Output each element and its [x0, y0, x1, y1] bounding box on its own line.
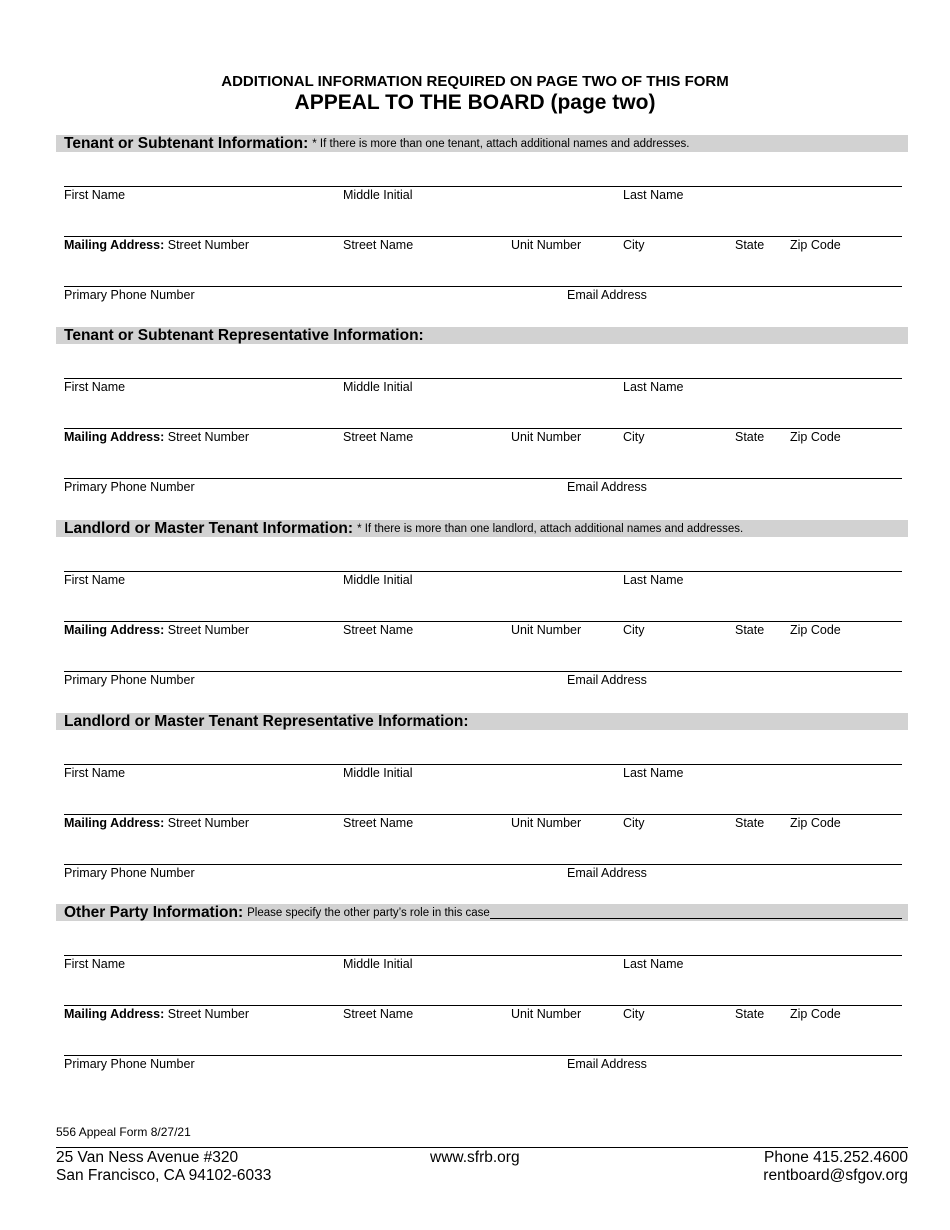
city-label: City: [623, 816, 645, 830]
primary-phone-label: Primary Phone Number: [64, 1057, 195, 1071]
first-name-label: First Name: [64, 380, 126, 394]
middle-initial-label: Middle Initial: [343, 380, 413, 394]
unit-number-label: Unit Number: [511, 1007, 582, 1021]
city-label: City: [623, 238, 645, 252]
contact-row-line[interactable]: [64, 671, 902, 672]
first-name-label: First Name: [64, 957, 126, 971]
address-row-line[interactable]: [64, 1005, 902, 1006]
mailing-address-label-group: [64, 1007, 249, 1021]
name-row-line[interactable]: [64, 186, 902, 187]
city-label: City: [623, 1007, 645, 1021]
mailing-address-label: Mailing Address:: [64, 816, 165, 830]
unit-number-label: Unit Number: [511, 238, 582, 252]
primary-phone-label: Primary Phone Number: [64, 288, 195, 302]
page-title: APPEAL TO THE BOARD (page two): [294, 91, 656, 114]
section-header: [56, 713, 908, 730]
footer-address-line1: 25 Van Ness Avenue #320: [56, 1149, 239, 1166]
state-label: State: [735, 816, 765, 830]
section-header: [56, 135, 908, 152]
last-name-label: Last Name: [623, 188, 684, 202]
street-name-label: Street Name: [343, 816, 414, 830]
first-name-label: First Name: [64, 766, 126, 780]
name-row-line[interactable]: [64, 764, 902, 765]
unit-number-label: Unit Number: [511, 816, 582, 830]
state-label: State: [735, 238, 765, 252]
street-number-label: Street Number: [167, 430, 250, 444]
name-row-line[interactable]: [64, 955, 902, 956]
street-name-label: Street Name: [343, 623, 414, 637]
state-label: State: [735, 623, 765, 637]
street-number-label: Street Number: [167, 238, 250, 252]
mailing-address-label-group: [64, 816, 249, 830]
section-note: * If there is more than one tenant, attach additional names and addresses.: [312, 137, 690, 150]
address-row-line[interactable]: [64, 428, 902, 429]
state-label: State: [735, 1007, 765, 1021]
zip-code-label: Zip Code: [790, 816, 841, 830]
street-name-label: Street Name: [343, 430, 414, 444]
middle-initial-label: Middle Initial: [343, 188, 413, 202]
first-name-label: First Name: [64, 573, 126, 587]
section-header: [56, 327, 908, 344]
first-name-label: First Name: [64, 188, 126, 202]
state-label: State: [735, 430, 765, 444]
middle-initial-label: Middle Initial: [343, 766, 413, 780]
section-title: Tenant or Subtenant Representative Information:: [64, 327, 424, 344]
footer-website[interactable]: www.sfrb.org: [430, 1149, 520, 1166]
primary-phone-label: Primary Phone Number: [64, 673, 195, 687]
email-address-label: Email Address: [567, 480, 647, 494]
unit-number-label: Unit Number: [511, 430, 582, 444]
middle-initial-label: Middle Initial: [343, 573, 413, 587]
address-row-line[interactable]: [64, 621, 902, 622]
section-title: Other Party Information:: [64, 904, 244, 921]
address-row-line[interactable]: [64, 814, 902, 815]
section-title: Tenant or Subtenant Information:: [64, 135, 309, 152]
email-address-label: Email Address: [567, 1057, 647, 1071]
unit-number-label: Unit Number: [511, 623, 582, 637]
mailing-address-label: Mailing Address:: [64, 238, 165, 252]
name-row-line[interactable]: [64, 571, 902, 572]
street-number-label: Street Number: [167, 623, 250, 637]
mailing-address-label: Mailing Address:: [64, 430, 165, 444]
mailing-address-label-group: [64, 623, 249, 637]
other-party-role-field[interactable]: [490, 907, 902, 919]
footer-address-line2: San Francisco, CA 94102-6033: [56, 1167, 272, 1184]
city-label: City: [623, 430, 645, 444]
mailing-address-label-group: [64, 430, 249, 444]
primary-phone-label: Primary Phone Number: [64, 480, 195, 494]
form-instruction-heading: ADDITIONAL INFORMATION REQUIRED ON PAGE TWO OF THIS FORM: [221, 73, 729, 90]
email-address-label: Email Address: [567, 673, 647, 687]
section-title: Landlord or Master Tenant Information:: [64, 520, 354, 537]
city-label: City: [623, 623, 645, 637]
footer-phone: Phone 415.252.4600: [764, 1149, 908, 1166]
email-address-label: Email Address: [567, 288, 647, 302]
contact-row-line[interactable]: [64, 864, 902, 865]
section-note: Please specify the other party’s role in this case: [247, 906, 490, 919]
address-row-line[interactable]: [64, 236, 902, 237]
street-number-label: Street Number: [167, 816, 250, 830]
zip-code-label: Zip Code: [790, 238, 841, 252]
mailing-address-label: Mailing Address:: [64, 623, 165, 637]
contact-row-line[interactable]: [64, 286, 902, 287]
last-name-label: Last Name: [623, 957, 684, 971]
contact-row-line[interactable]: [64, 478, 902, 479]
footer-divider: [56, 1147, 908, 1148]
mailing-address-label: Mailing Address:: [64, 1007, 165, 1021]
contact-row-line[interactable]: [64, 1055, 902, 1056]
section-header: [56, 520, 908, 537]
form-id: 556 Appeal Form 8/27/21: [56, 1125, 191, 1139]
last-name-label: Last Name: [623, 766, 684, 780]
zip-code-label: Zip Code: [790, 1007, 841, 1021]
footer-email[interactable]: rentboard@sfgov.org: [763, 1167, 908, 1184]
name-row-line[interactable]: [64, 378, 902, 379]
section-title: Landlord or Master Tenant Representative Information:: [64, 713, 469, 730]
section-header: [56, 904, 908, 921]
zip-code-label: Zip Code: [790, 623, 841, 637]
middle-initial-label: Middle Initial: [343, 957, 413, 971]
street-name-label: Street Name: [343, 1007, 414, 1021]
zip-code-label: Zip Code: [790, 430, 841, 444]
primary-phone-label: Primary Phone Number: [64, 866, 195, 880]
mailing-address-label-group: [64, 238, 249, 252]
last-name-label: Last Name: [623, 573, 684, 587]
last-name-label: Last Name: [623, 380, 684, 394]
street-number-label: Street Number: [167, 1007, 250, 1021]
email-address-label: Email Address: [567, 866, 647, 880]
section-note: * If there is more than one landlord, attach additional names and addresses.: [357, 522, 744, 535]
street-name-label: Street Name: [343, 238, 414, 252]
